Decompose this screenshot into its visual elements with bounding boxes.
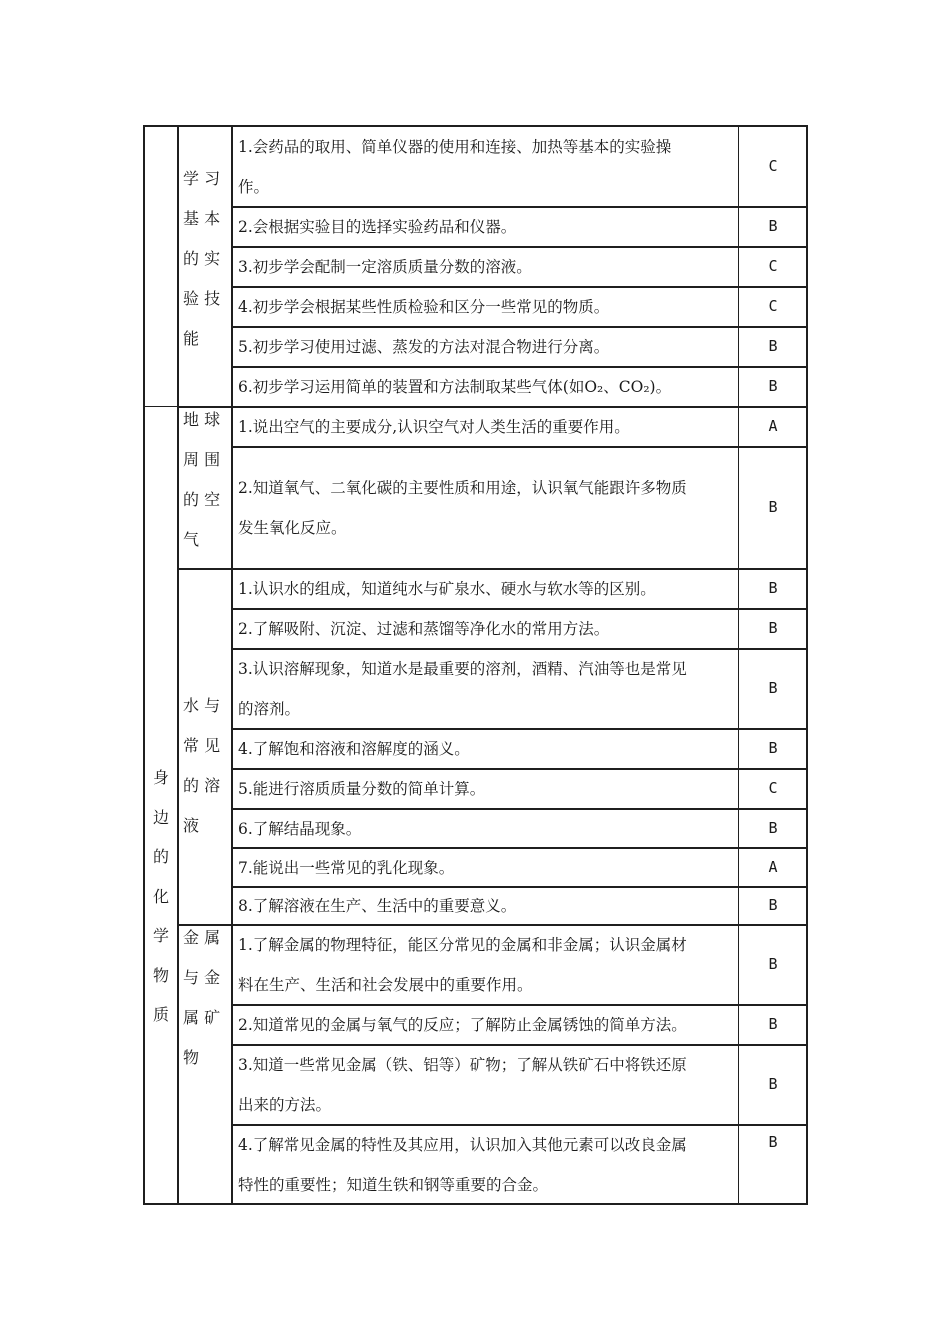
- section-label-line: 属 矿: [183, 1008, 221, 1027]
- grade-level: C: [768, 156, 778, 175]
- column-divider: [177, 125, 179, 1205]
- standard-item-text: 发生氧化反应。: [238, 519, 347, 537]
- standard-item-text: 5.初步学习使用过滤、蒸发的方法对混合物进行分离。: [238, 338, 610, 356]
- section-label-line: 的 空: [183, 490, 221, 509]
- standard-item-text: 4.了解饱和溶液和溶解度的涵义。: [238, 740, 470, 758]
- standard-item: [238, 1005, 734, 1045]
- section-label-line: 学 习: [183, 169, 221, 188]
- section-label: [183, 159, 220, 359]
- grade-level: B: [768, 955, 778, 973]
- standard-item-text: 料在生产、生活和社会发展中的重要作用。: [238, 976, 533, 994]
- section-label: [183, 918, 220, 1078]
- grade-level: B: [768, 217, 778, 235]
- grade-level: A: [768, 417, 778, 435]
- grade-level: C: [768, 257, 778, 275]
- section-label-line: 的 溶: [183, 776, 221, 795]
- grade-level: B: [768, 579, 778, 597]
- main-category-char: 学: [152, 926, 169, 945]
- grade-level: C: [768, 297, 778, 315]
- standard-item-text: 2.知道常见的金属与氧气的反应；了解防止金属锈蚀的简单方法。: [238, 1016, 687, 1034]
- standard-item: [238, 407, 734, 447]
- main-category-char: 物: [152, 965, 169, 985]
- standard-item: [238, 609, 734, 649]
- standard-item-text: 1.认识水的组成，知道纯水与矿泉水、硬水与软水等的区别。: [238, 580, 656, 598]
- standard-item-text: 2.了解吸附、沉淀、过滤和蒸馏等净化水的常用方法。: [238, 620, 610, 638]
- standard-item-text: 的溶剂。: [238, 700, 301, 718]
- standard-item-text: 特性的重要性；知道生铁和钢等重要的合金。: [238, 1175, 549, 1194]
- section-label-line: 水 与: [183, 696, 221, 715]
- standard-item: [238, 1125, 734, 1205]
- section-label-line: 周 围: [183, 450, 221, 469]
- standard-item: [238, 729, 734, 769]
- grade-level: B: [768, 498, 778, 516]
- standard-item-text: 4.了解常见金属的特性及其应用，认识加入其他元素可以改良金属: [238, 1135, 687, 1154]
- standard-item: [238, 287, 734, 327]
- standard-item-text: 1.会药品的取用、简单仪器的使用和连接、加热等基本的实验操: [238, 137, 672, 156]
- standard-item-text: 3.认识溶解现象，知道水是最重要的溶剂，酒精、汽油等也是常见: [238, 660, 687, 678]
- grade-level: B: [768, 739, 778, 757]
- standard-item-text: 7.能说出一些常见的乳化现象。: [238, 858, 455, 877]
- standard-item: [238, 1045, 734, 1125]
- standard-item-text: 3.初步学会配制一定溶质质量分数的溶液。: [238, 258, 532, 276]
- standard-item: [238, 367, 734, 407]
- category-divider: [143, 406, 177, 407]
- grade-level: B: [768, 679, 778, 697]
- section-label-line: 金 属: [183, 928, 221, 947]
- table-border-left: [143, 125, 145, 1205]
- standard-item-text: 2.会根据实验目的选择实验药品和仪器。: [238, 218, 517, 236]
- section-label-line: 验 技: [183, 289, 221, 308]
- standard-item-text: 5.能进行溶质质量分数的简单计算。: [238, 780, 486, 798]
- standard-item: [238, 569, 734, 609]
- section-label-line: 气: [183, 530, 200, 549]
- main-category-char: 的: [152, 847, 169, 866]
- standard-item: [238, 327, 734, 367]
- grade-level: B: [768, 1133, 778, 1151]
- standard-item: [238, 207, 734, 247]
- standard-item: [238, 127, 734, 207]
- section-label-line: 物: [183, 1048, 200, 1067]
- section-label-line: 与 金: [183, 968, 221, 987]
- section-label-line: 基 本: [183, 209, 221, 228]
- section-label-line: 液: [183, 816, 200, 835]
- main-category-char: 边: [152, 807, 169, 827]
- standard-item-text: 6.了解结晶现象。: [238, 819, 362, 838]
- standard-item-text: 8.了解溶液在生产、生活中的重要意义。: [238, 897, 517, 915]
- standard-item-text: 3.知道一些常见金属（铁、铝等）矿物；了解从铁矿石中将铁还原: [238, 1056, 687, 1074]
- section-label-line: 地 球: [183, 410, 221, 429]
- standard-item: [238, 468, 734, 548]
- grade-level: B: [768, 1075, 778, 1093]
- standard-item: [238, 769, 734, 809]
- standard-item: [238, 649, 734, 729]
- grade-level: A: [768, 857, 778, 876]
- standard-item-text: 作。: [238, 177, 270, 196]
- standard-item-text: 1.了解金属的物理特征，能区分常见的金属和非金属；认识金属材: [238, 936, 687, 954]
- grade-level: B: [768, 896, 778, 914]
- grade-level: B: [768, 1015, 778, 1033]
- grade-level: B: [768, 337, 778, 355]
- grade-level: B: [768, 818, 778, 837]
- grade-level: C: [768, 779, 778, 797]
- section-label: [183, 686, 220, 846]
- standard-item-text: 1.说出空气的主要成分,认识空气对人类生活的重要作用。: [238, 418, 630, 436]
- section-label-line: 常 见: [183, 736, 221, 755]
- section-label-line: 能: [183, 329, 200, 348]
- standard-item-text: 出来的方法。: [238, 1096, 332, 1114]
- section-label-line: 的 实: [183, 249, 221, 268]
- standard-item-text: 2.知道氧气、二氧化碳的主要性质和用途，认识氧气能跟许多物质: [238, 479, 687, 497]
- standard-item: [238, 247, 734, 287]
- main-category-char: 身: [152, 768, 169, 787]
- standard-item: [238, 886, 734, 926]
- grade-level: B: [768, 619, 778, 637]
- standard-item: [238, 925, 734, 1005]
- grade-level: B: [768, 377, 778, 395]
- main-category-label: [147, 758, 175, 1035]
- standard-item-text: 6.初步学习运用简单的装置和方法制取某些气体(如O₂、CO₂)。: [238, 378, 672, 396]
- standard-item-text: 4.初步学会根据某些性质检验和区分一些常见的物质。: [238, 298, 610, 316]
- section-label: [183, 400, 220, 560]
- main-category-char: 质: [152, 1005, 169, 1024]
- standard-item: [238, 848, 734, 888]
- main-category-char: 化: [152, 886, 169, 906]
- standard-item: [238, 809, 734, 849]
